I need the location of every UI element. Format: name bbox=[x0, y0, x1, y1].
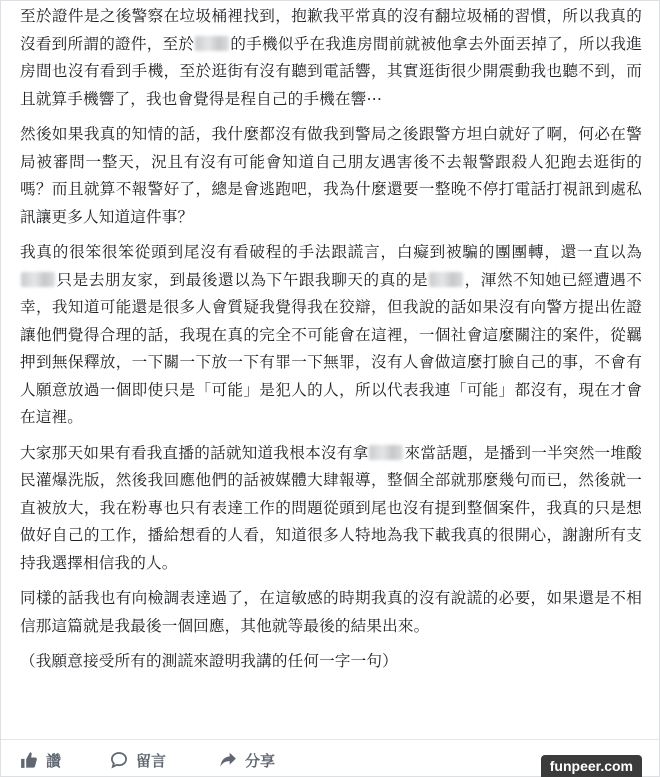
post-text: 來當話題，是播到一半突然一堆酸民灌爆洗版，然後我回應他們的話被媒體大肆報導，整個全部就那麼幾句而已，然後就一直被放大，我在粉專也只有表達工作的問題從頭到尾也沒有提到整個案件，我真的只是想做好自己的工作，播給想看的人看，知道很多人特地為我下載我真的很開心，謝謝所有支持我選擇相信我的人。 bbox=[20, 443, 642, 572]
like-label: 讚 bbox=[46, 751, 62, 770]
like-button[interactable] bbox=[20, 749, 61, 771]
post-paragraph bbox=[20, 440, 642, 578]
redacted-name bbox=[429, 272, 463, 287]
speech-bubble-icon bbox=[110, 751, 128, 769]
share-button[interactable] bbox=[219, 749, 275, 771]
redacted-name bbox=[21, 272, 55, 287]
share-arrow-icon bbox=[219, 751, 237, 769]
site-watermark: funpeer.com bbox=[541, 755, 642, 777]
post-paragraph bbox=[20, 239, 642, 432]
post-paragraph bbox=[20, 585, 642, 640]
post-text: 然後如果我真的知情的話，我什麼都沒有做我到警局之後跟警方坦白就好了啊，何必在警局被審問一整天，況且有沒有可能會知道自己朋友遇害後不去報警跟殺人犯跑去逛街的嗎？而且就算不報警好了，總是會逃跑吧，我為什麼還要一整晚不停打電話打視訊到處私訊讓更多人知道這件事？ bbox=[20, 125, 642, 226]
post-text: （我願意接受所有的測謊來證明我講的任何一字一句） bbox=[20, 652, 398, 670]
post-text: ，渾然不知她已經遭遇不幸，我知道可能還是很多人會質疑我覺得我在狡辯，但我說的話如果沒有向警方提出佐證讓他們覺得合理的話，我現在真的完全不可能會在這裡，一個社會這麼關注的案件，從羈押到無保釋放，一下關一下放一下有罪一下無罪，沒有人會做這麼打臉自己的事，不會有人願意放過一個即使只是「可能」是犯人的人，所以代表我連「可能」都沒有，現在才會在這裡。 bbox=[20, 270, 643, 426]
post-paragraph bbox=[20, 121, 642, 231]
redacted-name bbox=[195, 36, 229, 51]
thumbs-up-icon bbox=[20, 751, 38, 769]
share-label: 分享 bbox=[245, 751, 276, 770]
post-text: 我真的很笨很笨從頭到尾沒有看破程的手法跟謊言，白癡到被騙的團團轉，還一直以為 bbox=[20, 243, 642, 261]
post-paragraph bbox=[20, 648, 642, 676]
post-text: 大家那天如果有看我直播的話就知道我根本沒有拿 bbox=[20, 443, 369, 462]
post-text: 同樣的話我也有向檢調表達過了，在這敏感的時期我真的沒有說謊的必要，如果還是不相信那這篇就是我最後一個回應，其他就等最後的結果出來。 bbox=[20, 589, 642, 635]
post-body bbox=[20, 3, 642, 684]
comment-label: 留言 bbox=[136, 751, 167, 770]
post-text: 的手機似乎在我進房間前就被他拿去外面丟掉了，所以我進房間也沒有看到手機，至於逛街有沒有聽到電話響，其實逛街很少開震動我也聽不到，而且就算手機響了，我也會覺得是程自己的手機在響⋯ bbox=[20, 34, 642, 108]
post-text: 至於證件是之後警察在垃圾桶裡找到，抱歉我平常真的沒有翻垃圾桶的習慣，所以我真的沒看到所謂的證件，至於 bbox=[20, 7, 642, 53]
comment-button[interactable] bbox=[110, 749, 166, 771]
post-text: 只是去朋友家，到最後還以為下午跟我聊天的真的是 bbox=[56, 270, 429, 289]
redacted-name bbox=[369, 445, 403, 460]
post-paragraph bbox=[20, 3, 642, 113]
